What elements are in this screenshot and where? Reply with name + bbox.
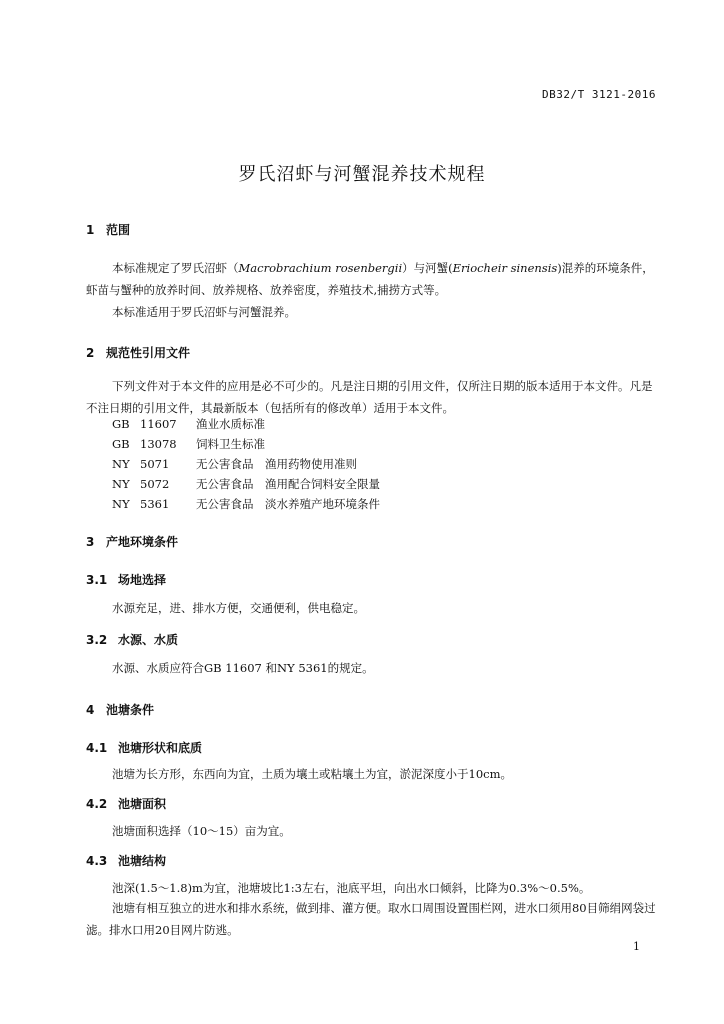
section-heading-4-3 — [86, 852, 166, 869]
document-id: DB32/T 3121-2016 — [542, 88, 656, 101]
reference-item: GB 11607 渔业水质标准 — [112, 417, 265, 431]
scientific-name: Macrobrachium rosenbergii — [238, 261, 403, 275]
paragraph-water-quality: 水源、水质应符合GB 11607 和NY 5361的规定。 — [112, 661, 374, 675]
document-title: 罗氏沼虾与河蟹混养技术规程 — [238, 164, 486, 185]
section-heading-1 — [86, 221, 130, 238]
paragraph-scope — [86, 257, 658, 301]
scientific-name: Eriocheir sinensis — [452, 261, 558, 275]
section-label: 规范性引用文件 — [106, 346, 191, 360]
section-label: 产地环境条件 — [106, 535, 179, 549]
section-number: 4.2 — [86, 797, 108, 811]
section-number: 4.3 — [86, 854, 108, 868]
section-number: 3.1 — [86, 573, 108, 587]
reference-list — [112, 414, 672, 514]
reference-item: NY 5072 无公害食品 渔用配合饲料安全限量 — [112, 477, 380, 491]
paragraph-pond-structure-system: 池塘有相互独立的进水和排水系统，做到排、灌方便。取水口周围设置围栏网，进水口须用80目筛绢网袋过滤。排水口用20目网片防逃。 — [86, 901, 656, 937]
paragraph-scope-applicability: 本标准适用于罗氏沼虾与河蟹混养。 — [112, 305, 296, 319]
paragraph-normative-references: 下列文件对于本文件的应用是必不可少的。凡是注日期的引用文件，仅所注日期的版本适用于本文件。凡是不注日期的引用文件，其最新版本（包括所有的修改单）适用于本文件。 — [86, 379, 653, 415]
text-run: ）与河蟹( — [402, 261, 453, 275]
section-number: 1 — [86, 223, 95, 237]
paragraph-pond-structure-depth: 池深(1.5～1.8)m为宜，池塘坡比1:3左右，池底平坦，向出水口倾斜，比降为0.3%～0.5%。 — [112, 881, 591, 895]
section-label: 池塘面积 — [118, 797, 167, 811]
section-heading-3 — [86, 533, 178, 550]
section-heading-2 — [86, 344, 190, 361]
section-label: 池塘结构 — [118, 854, 167, 868]
section-label: 场地选择 — [118, 573, 167, 587]
section-heading-3-2 — [86, 631, 178, 648]
section-heading-4-2 — [86, 795, 166, 812]
page-number: 1 — [633, 940, 640, 953]
section-heading-3-1 — [86, 571, 166, 588]
section-heading-4 — [86, 701, 154, 718]
section-number: 4 — [86, 703, 95, 717]
paragraph-pond-area: 池塘面积选择（10～15）亩为宜。 — [112, 824, 291, 838]
section-label: 池塘形状和底质 — [118, 741, 203, 755]
paragraph-pond-shape: 池塘为长方形，东西向为宜，土质为壤土或粘壤土为宜，淤泥深度小于10cm。 — [112, 767, 512, 781]
section-number: 4.1 — [86, 741, 108, 755]
text-run: 本标准规定了罗氏沼虾（ — [112, 261, 239, 275]
text-run: )混养的环境条件，虾苗与蟹种的放养时间、放养规格、放养密度，养殖技术,捕捞方式等。 — [86, 261, 654, 297]
section-label: 范围 — [106, 223, 131, 237]
reference-item: NY 5361 无公害食品 淡水养殖产地环境条件 — [112, 497, 380, 511]
reference-item: GB 13078 饲料卫生标准 — [112, 437, 265, 451]
section-label: 池塘条件 — [106, 703, 155, 717]
section-number: 2 — [86, 346, 95, 360]
paragraph-site-selection: 水源充足，进、排水方便，交通便利，供电稳定。 — [112, 601, 365, 615]
reference-item: NY 5071 无公害食品 渔用药物使用准则 — [112, 457, 357, 471]
section-label: 水源、水质 — [118, 633, 179, 647]
section-heading-4-1 — [86, 739, 202, 756]
section-number: 3 — [86, 535, 95, 549]
section-number: 3.2 — [86, 633, 108, 647]
